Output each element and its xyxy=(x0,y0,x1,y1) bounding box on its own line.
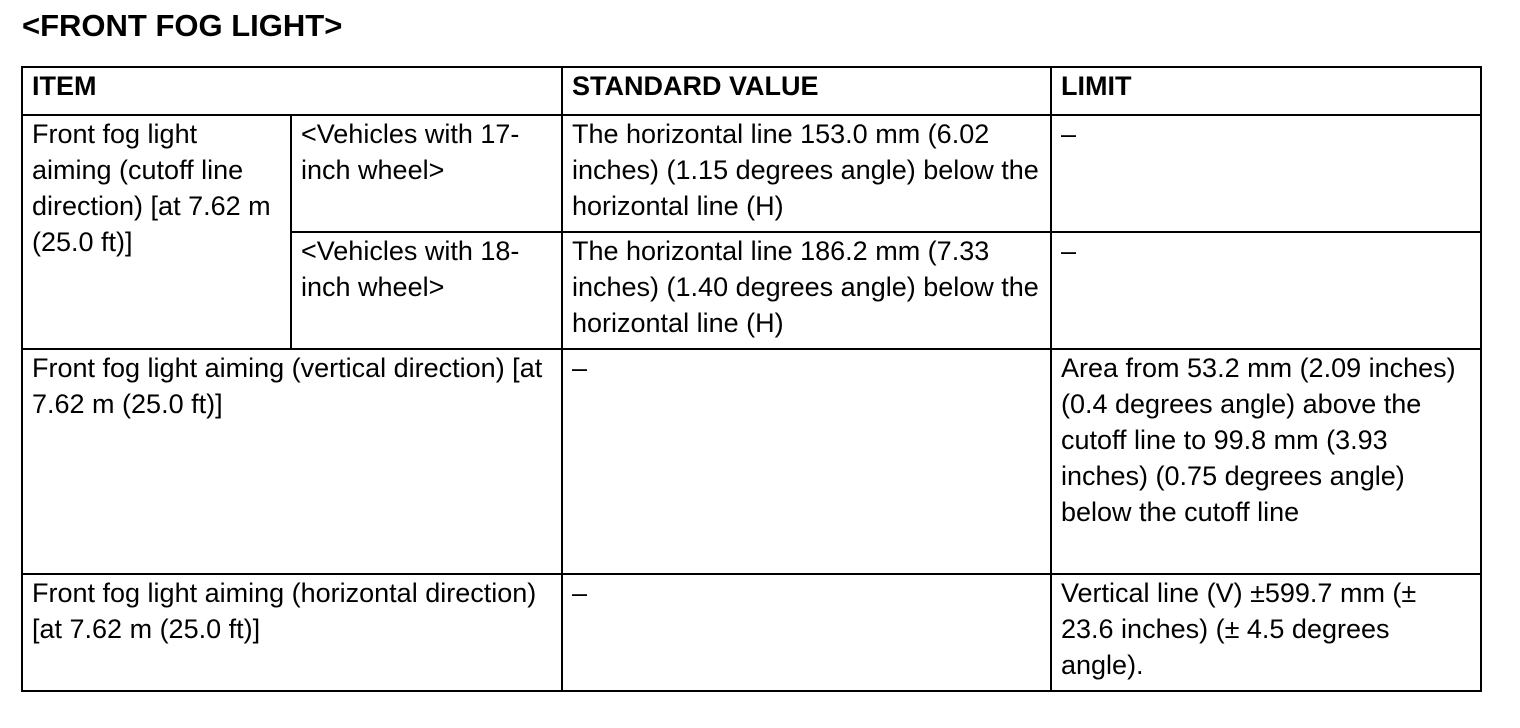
cell-condition: <Vehicles with 18-inch wheel> xyxy=(291,232,562,349)
cell-item: Front fog light aiming (vertical direction) [at 7.62 m (25.0 ft)] xyxy=(22,349,562,574)
header-item: ITEM xyxy=(22,67,562,115)
table-row xyxy=(22,115,1481,232)
cell-standard-value: The horizontal line 153.0 mm (6.02 inches) (1.15 degrees angle) below the horizontal line (H) xyxy=(562,115,1051,232)
standard-value-dash: – xyxy=(572,578,588,608)
table-row xyxy=(22,349,1481,574)
cell-limit xyxy=(1051,232,1481,349)
header-standard-value: STANDARD VALUE xyxy=(562,67,1051,115)
cell-limit xyxy=(1051,115,1481,232)
spec-table xyxy=(21,66,1482,692)
cell-condition: <Vehicles with 17-inch wheel> xyxy=(291,115,562,232)
cell-item: Front fog light aiming (horizontal direction) [at 7.62 m (25.0 ft)] xyxy=(22,574,562,691)
standard-value-dash: – xyxy=(572,353,588,383)
cell-standard-value xyxy=(562,349,1051,574)
cell-standard-value: The horizontal line 186.2 mm (7.33 inches) (1.40 degrees angle) below the horizontal line (H) xyxy=(562,232,1051,349)
cell-item: Front fog light aiming (cutoff line direction) [at 7.62 m (25.0 ft)] xyxy=(22,115,291,349)
table-row xyxy=(22,574,1481,691)
cell-limit: Vertical line (V) ±599.7 mm (± 23.6 inches) (± 4.5 degrees angle). xyxy=(1051,574,1481,691)
page-title: <FRONT FOG LIGHT> xyxy=(22,8,343,43)
limit-dash: – xyxy=(1061,236,1077,266)
table-header-row xyxy=(22,67,1481,115)
cell-limit: Area from 53.2 mm (2.09 inches) (0.4 degrees angle) above the cutoff line to 99.8 mm (3.93 inches) (0.75 degrees angle) below the cutoff line xyxy=(1051,349,1481,574)
limit-dash: – xyxy=(1061,119,1077,149)
cell-standard-value xyxy=(562,574,1051,691)
header-limit: LIMIT xyxy=(1051,67,1481,115)
